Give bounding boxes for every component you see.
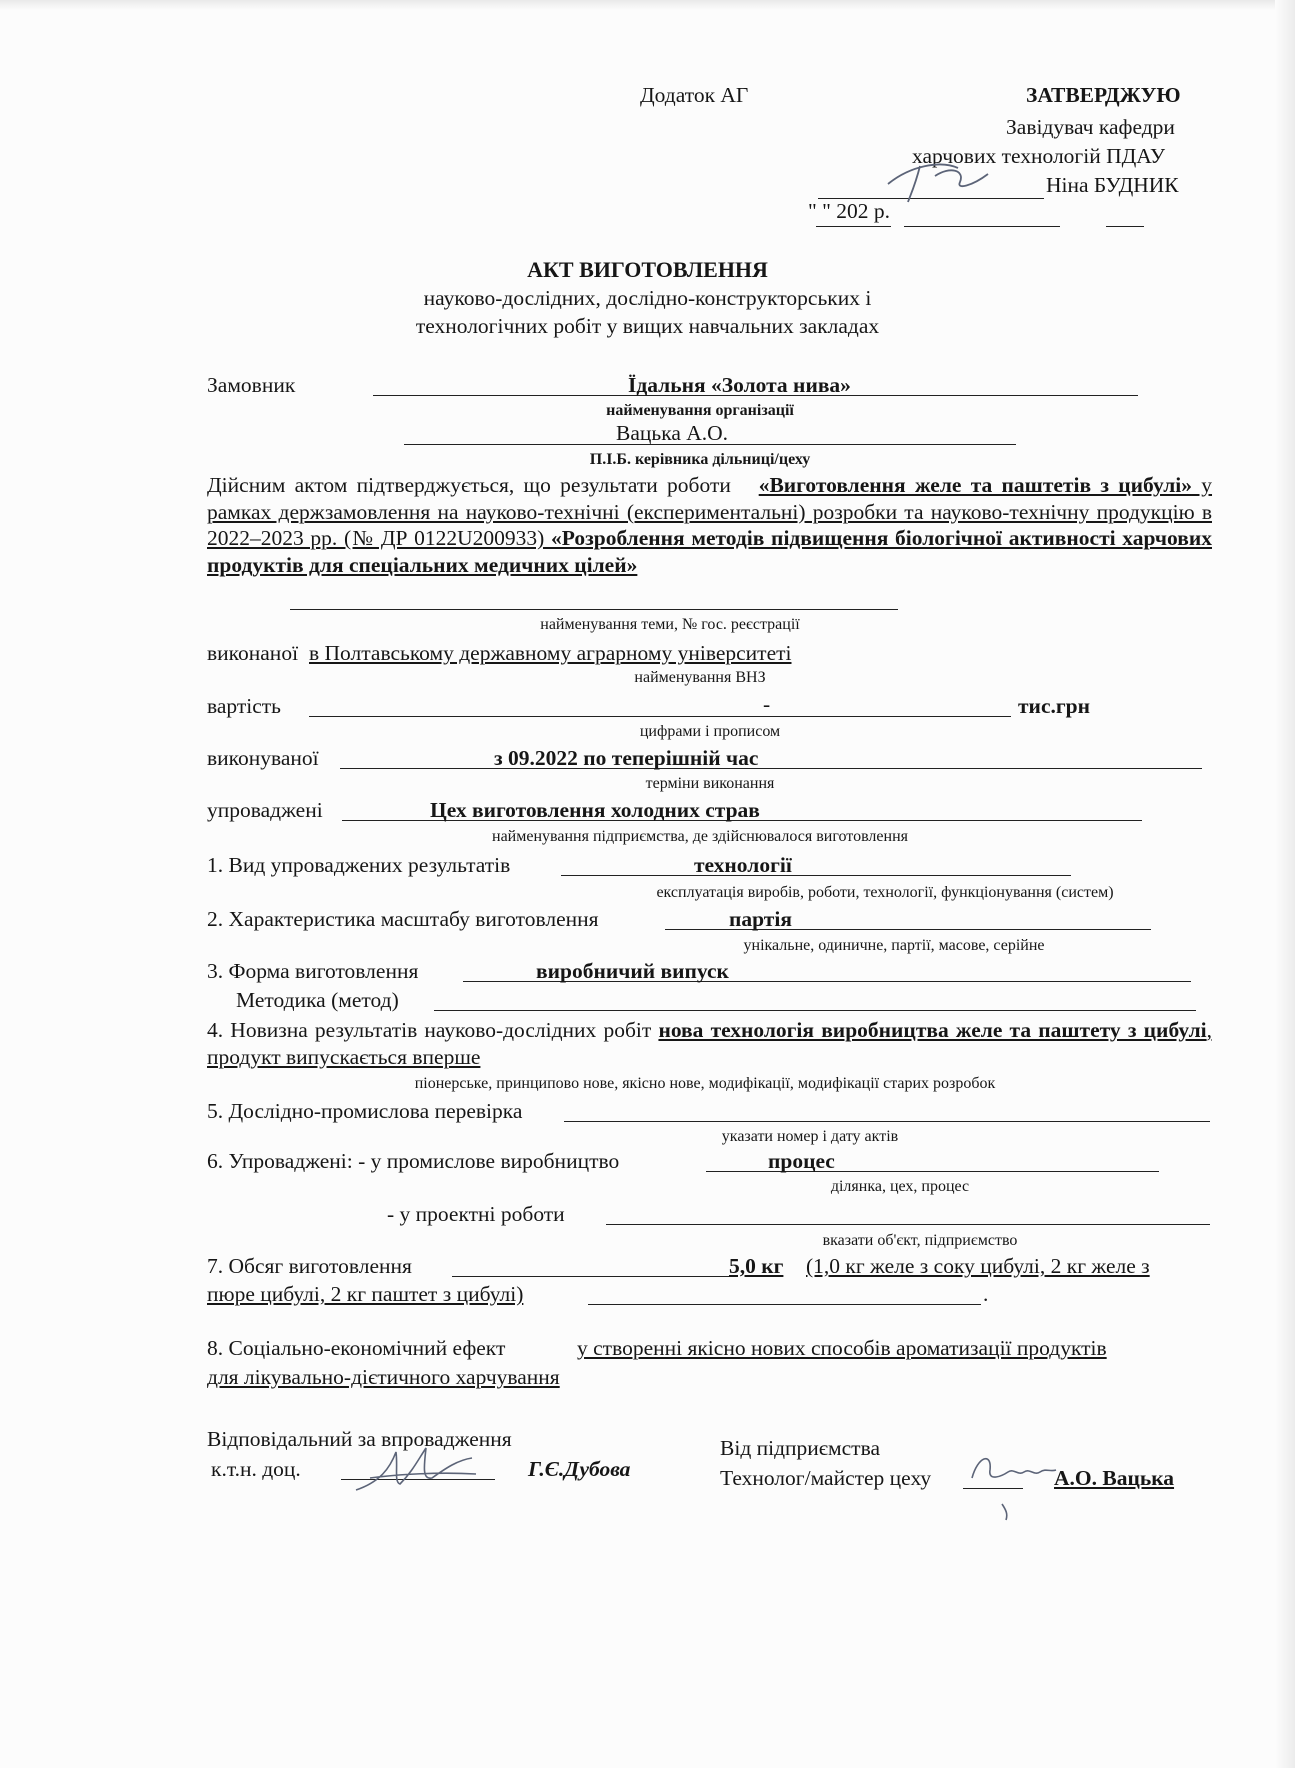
document-title: АКТ ВИГОТОВЛЕННЯ — [527, 257, 768, 282]
item7-line — [452, 1276, 729, 1277]
responsible-title: Відповідальний за впровадження — [207, 1427, 512, 1451]
cost-label: вартість — [207, 694, 281, 718]
item2-value: партія — [729, 907, 792, 931]
enterprise-role: Технолог/майстер цеху — [720, 1466, 932, 1490]
work-title: «Виготовлення желе та паштетів з цибулі» — [758, 473, 1192, 497]
document-subtitle-1: науково-дослідних, дослідно-конструкторських і — [423, 286, 872, 310]
executed-line — [340, 768, 1202, 769]
item4-caption: піонерське, принципово нове, якісно нове, модифікації, модифікації старих розробок — [414, 1075, 996, 1092]
cost-line — [309, 716, 1011, 717]
head-position: Завідувач кафедри — [1006, 115, 1175, 139]
customer-caption: найменування організації — [606, 402, 794, 419]
item6b-label: - у проектні роботи — [387, 1202, 565, 1226]
item8-label: 8. Соціально-економічний ефект — [207, 1336, 506, 1360]
item7-detail-1: (1,0 кг желе з соку цибулі, 2 кг желе з — [806, 1254, 1150, 1278]
confirmation-middle: у рамках держзамовлення на науково-технічні (експериментальні) розробки та науково-технічну продукцію в 2022–2023 рр. (№ ДР 0122U200933) — [207, 473, 1213, 550]
date-line: " " 202 р. — [808, 199, 891, 223]
customer-label: Замовник — [207, 373, 296, 397]
theme-line — [290, 609, 898, 610]
implemented-value: Цех виготовлення холодних страв — [430, 798, 760, 822]
executed-value: з 09.2022 по теперішній час — [494, 746, 759, 770]
department-name: харчових технологій ПДАУ — [912, 144, 1166, 168]
theme-title: «Розроблення методів підвищення біологічної активності харчових продуктів для спеціальних медичних цілей» — [207, 526, 1212, 577]
cost-unit: тис.грн — [1018, 694, 1090, 718]
implemented-caption: найменування підприємства, де здійснювалося виготовлення — [492, 828, 908, 845]
item6-value: процес — [768, 1149, 835, 1173]
performed-value: в Полтавському державному аграрному університеті — [309, 641, 792, 665]
method-line — [434, 1010, 1196, 1011]
item6b-line — [606, 1224, 1210, 1225]
item4-suffix: , продукт випускається вперше — [207, 1018, 1212, 1069]
method-label: Методика (метод) — [236, 988, 399, 1012]
executed-label: виконуваної — [207, 746, 319, 770]
item2-label: 2. Характеристика масштабу виготовлення — [207, 907, 599, 931]
approve-heading: ЗАТВЕРДЖУЮ — [1026, 83, 1181, 107]
confirmation-prefix: Дійсним актом підтверджується, що результати роботи — [207, 473, 731, 497]
item1-caption: експлуатація виробів, роботи, технології, функціонування (систем) — [656, 884, 1114, 901]
item5-line — [564, 1121, 1210, 1122]
item8-value-1: у створенні якісно нових способів ароматизації продуктів — [577, 1336, 1107, 1360]
head-value: Вацька А.О. — [616, 421, 729, 445]
item3-label: 3. Форма виготовлення — [207, 959, 419, 983]
enterprise-signature — [962, 1442, 1062, 1522]
customer-value: Їдальня «Золота нива» — [628, 373, 851, 397]
cost-value: - — [763, 692, 771, 716]
date-day-line — [816, 226, 891, 227]
item6b-caption: вказати об'єкт, підприємство — [822, 1232, 1018, 1249]
executed-caption: терміни виконання — [645, 775, 775, 792]
date-year-line — [1106, 226, 1144, 227]
item6-caption: ділянка, цех, процес — [830, 1178, 970, 1195]
head-signature — [880, 146, 1000, 206]
item5-label: 5. Дослідно-промислова перевірка — [207, 1099, 523, 1123]
item6-label: 6. Упроваджені: - у промислове виробництво — [207, 1149, 620, 1173]
item3-value: виробничий випуск — [536, 959, 729, 983]
enterprise-title: Від підприємства — [720, 1436, 880, 1460]
item2-caption: унікальне, одиничне, партії, масове, серійне — [743, 937, 1045, 954]
item7-detail-line — [588, 1304, 981, 1305]
item7-value: 5,0 кг — [729, 1254, 784, 1278]
performed-label: виконаної — [207, 641, 299, 665]
item7-detail-2: пюре цибулі, 2 кг паштет з цибулі) — [207, 1282, 524, 1306]
responsible-name: Г.Є.Дубова — [528, 1457, 631, 1481]
document-subtitle-2: технологічних робіт у вищих навчальних закладах — [415, 314, 880, 338]
scan-edge — [0, 0, 1295, 10]
item1-value: технології — [694, 853, 792, 877]
head-name: Ніна БУДНИК — [1046, 173, 1179, 197]
item7-period: . — [983, 1282, 989, 1306]
item4-value: нова технологія виробництва желе та паштету з цибулі — [658, 1018, 1207, 1042]
appendix-label: Додаток АГ — [640, 83, 749, 107]
item5-caption: указати номер і дату актів — [721, 1128, 899, 1145]
date-month-line — [904, 226, 1060, 227]
implemented-label: упроваджені — [207, 798, 323, 822]
confirmation-paragraph — [207, 472, 1212, 578]
head-caption: П.І.Б. керівника дільниці/цеху — [589, 451, 811, 468]
item1-label: 1. Вид упроваджених результатів — [207, 853, 511, 877]
item8-value-2: для лікувально-дієтичного харчування — [207, 1365, 560, 1389]
performed-caption: найменування ВНЗ — [634, 669, 766, 686]
theme-caption: найменування теми, № гос. реєстрації — [540, 616, 800, 633]
item4-paragraph — [207, 1017, 1212, 1070]
enterprise-name: А.О. Вацька — [1054, 1466, 1175, 1490]
item4-prefix: 4. Новизна результатів науково-дослідних робіт — [207, 1018, 652, 1042]
cost-caption: цифрами і прописом — [639, 723, 781, 740]
item1-line — [561, 875, 1071, 876]
responsible-degree: к.т.н. доц. — [211, 1457, 301, 1481]
responsible-signature — [350, 1438, 480, 1498]
item7-label: 7. Обсяг виготовлення — [207, 1254, 412, 1278]
